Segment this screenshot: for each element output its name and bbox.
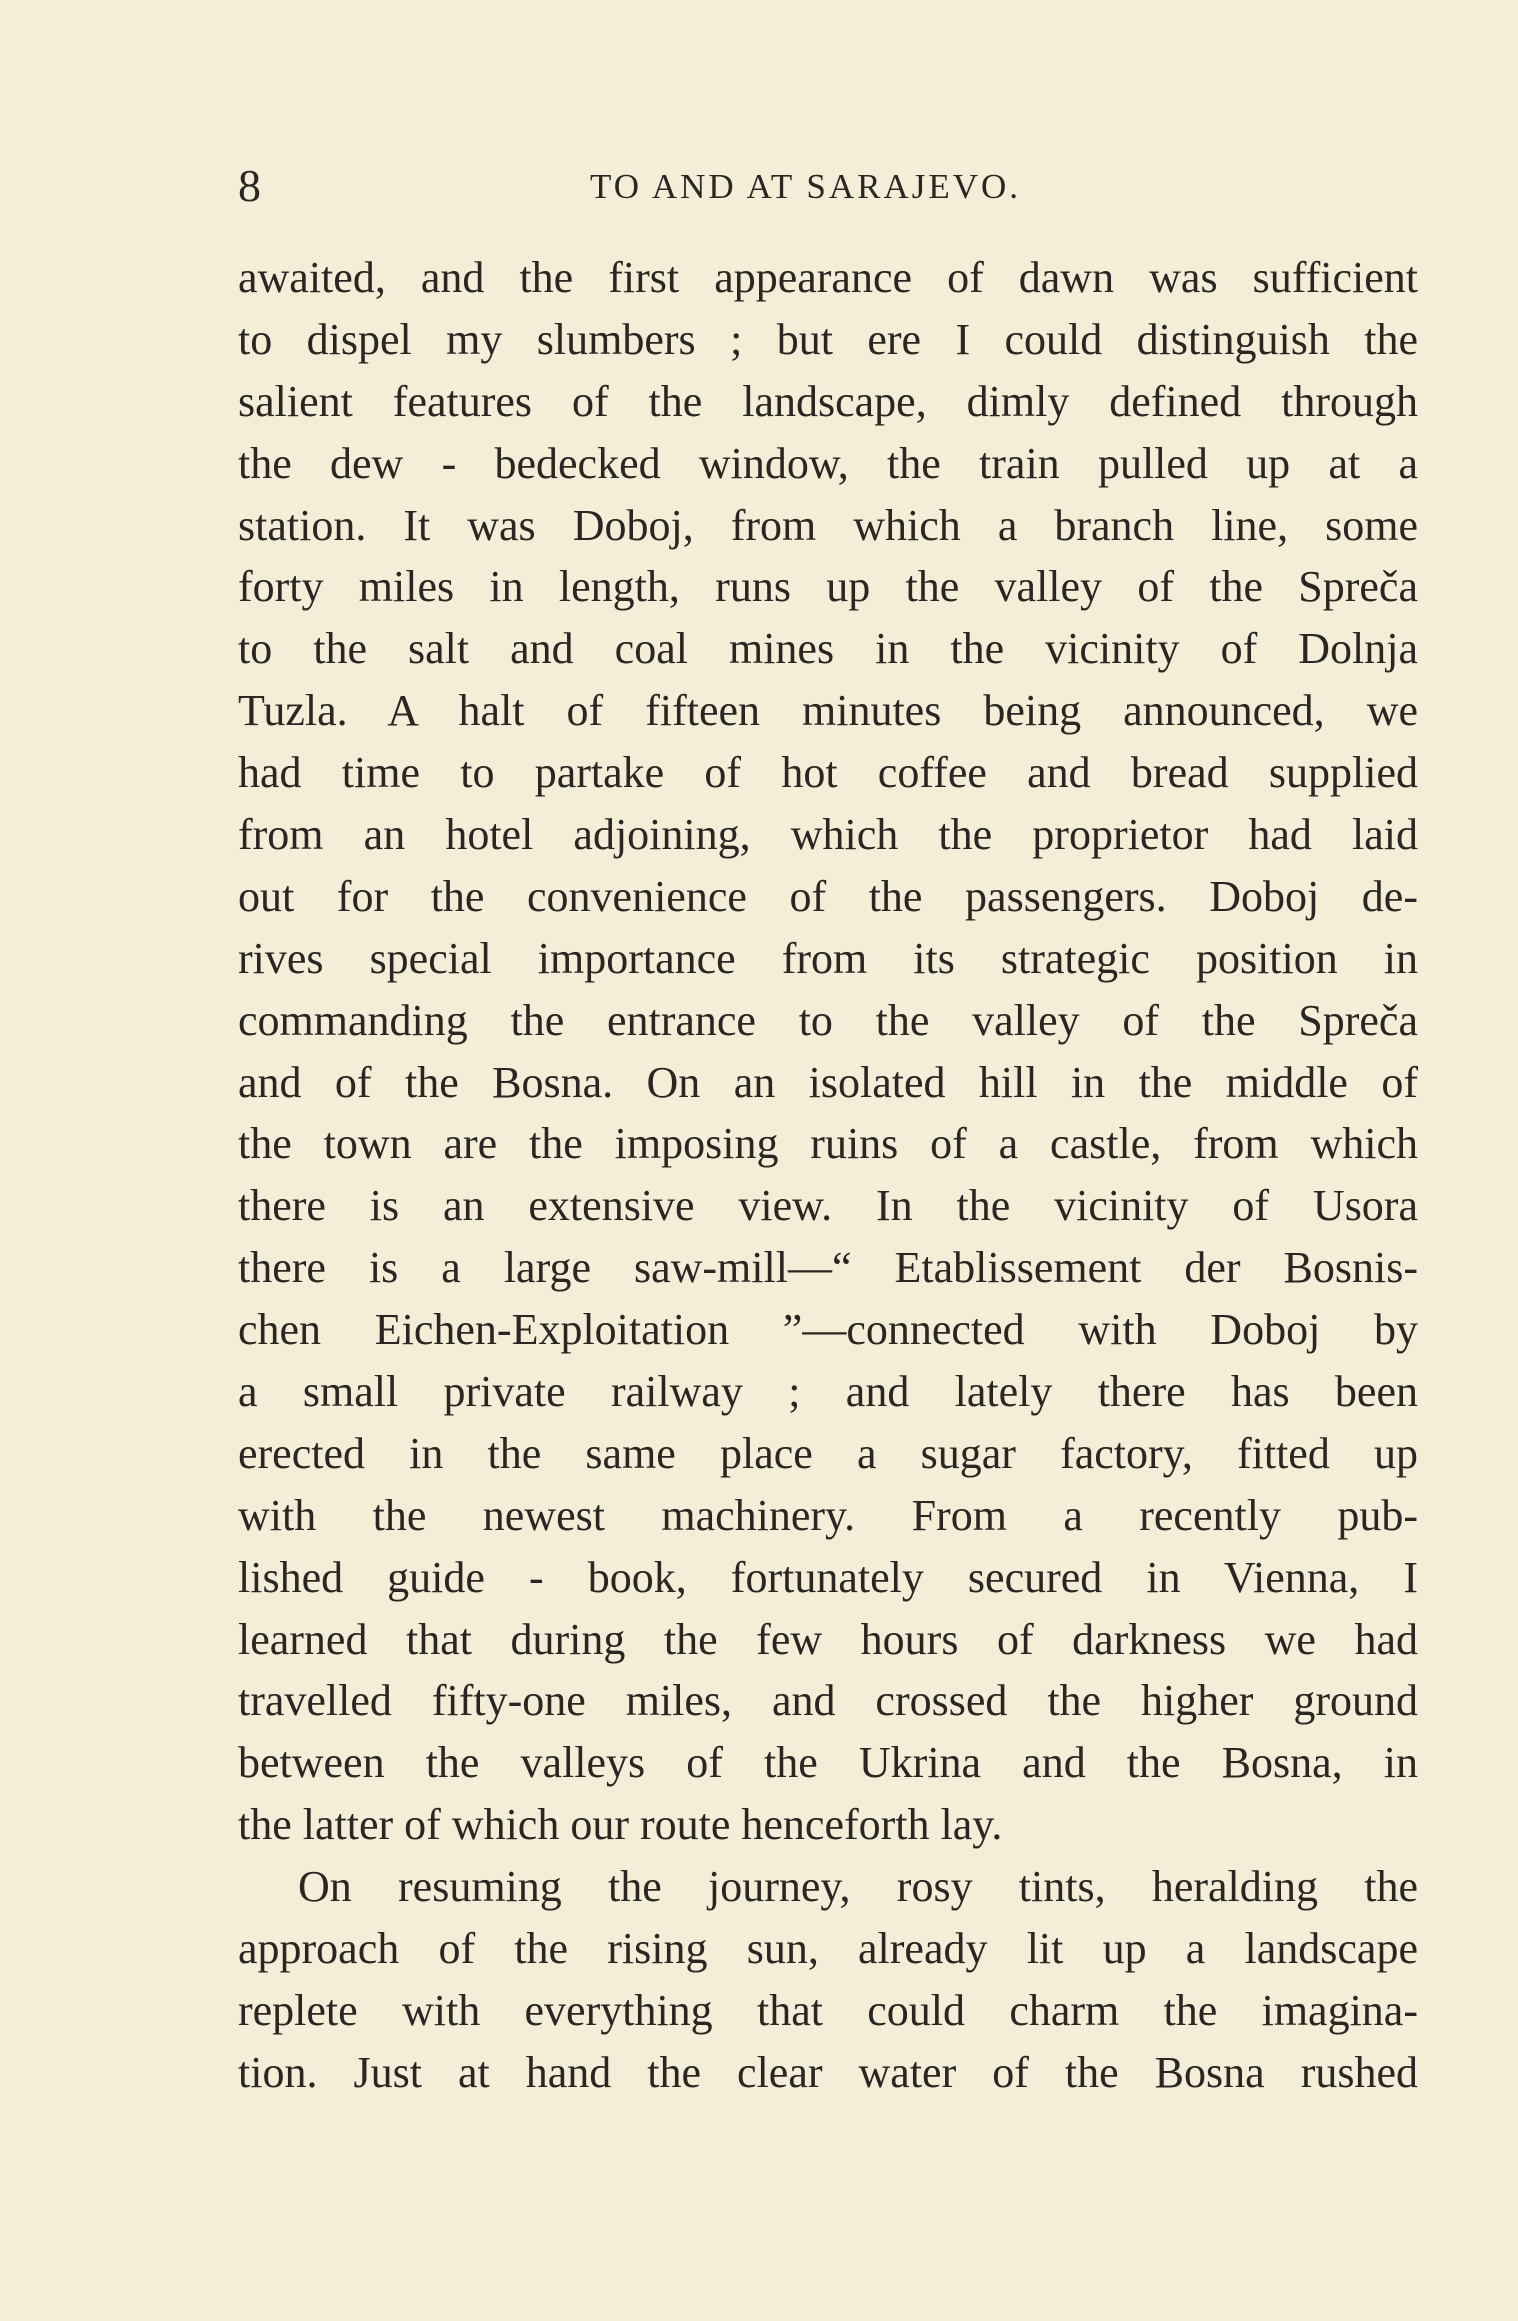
- text-line: out for the convenience of the passengers. Doboj de-: [238, 871, 1418, 921]
- text-line: the latter of which our route henceforth lay.: [238, 1800, 1003, 1850]
- text-line: replete with everything that could charm the imagina-: [238, 1985, 1418, 2035]
- text-line: station. It was Doboj, from which a branch line, some: [238, 500, 1418, 550]
- text-line: awaited, and the first appearance of dawn was sufficient: [238, 253, 1418, 302]
- text-line: commanding the entrance to the valley of the Spreča: [238, 995, 1418, 1045]
- text-line: erected in the same place a sugar factory, fitted up: [238, 1428, 1418, 1478]
- body-text: [238, 247, 1418, 2104]
- page-number: 8: [238, 160, 262, 211]
- text-line: there is an extensive view. In the vicinity of Usora: [238, 1181, 1418, 1231]
- text-line: forty miles in length, runs up the valley of the Spreča: [238, 562, 1418, 612]
- text-line: between the valleys of the Ukrina and the Bosna, in: [238, 1738, 1418, 1788]
- running-head: TO AND AT SARAJEVO.: [590, 167, 1022, 206]
- text-line: the town are the imposing ruins of a castle, from which: [238, 1119, 1418, 1169]
- text-line: learned that during the few hours of darkness we had: [238, 1614, 1418, 1664]
- text-line: to dispel my slumbers ; but ere I could distinguish the: [238, 314, 1418, 364]
- text-line: On resuming the journey, rosy tints, heralding the: [298, 1862, 1418, 1912]
- text-line: salient features of the landscape, dimly defined through: [238, 376, 1418, 426]
- text-line: tion. Just at hand the clear water of the Bosna rushed: [238, 2047, 1418, 2097]
- text-line: to the salt and coal mines in the vicinity of Dolnja: [238, 624, 1418, 674]
- text-line: travelled fifty-one miles, and crossed the higher ground: [238, 1676, 1418, 1726]
- text-line: the dew - bedecked window, the train pulled up at a: [238, 438, 1418, 488]
- text-line: there is a large saw-mill—“ Etablissement der Bosnis-: [238, 1243, 1418, 1293]
- text-line: and of the Bosna. On an isolated hill in the middle of: [238, 1057, 1418, 1107]
- text-line: a small private railway ; and lately there has been: [238, 1367, 1418, 1417]
- text-line: had time to partake of hot coffee and bread supplied: [238, 748, 1418, 798]
- text-line: Tuzla. A halt of fifteen minutes being announced, we: [238, 686, 1418, 736]
- text-line: lished guide - book, fortunately secured in Vienna, I: [238, 1552, 1418, 1602]
- text-line: from an hotel adjoining, which the proprietor had laid: [238, 810, 1418, 860]
- text-line: with the newest machinery. From a recently pub-: [238, 1490, 1418, 1540]
- text-line: chen Eichen-Exploitation ”—connected with Doboj by: [238, 1305, 1418, 1355]
- text-line: rives special importance from its strategic position in: [238, 933, 1418, 983]
- text-line: approach of the rising sun, already lit up a landscape: [238, 1924, 1418, 1974]
